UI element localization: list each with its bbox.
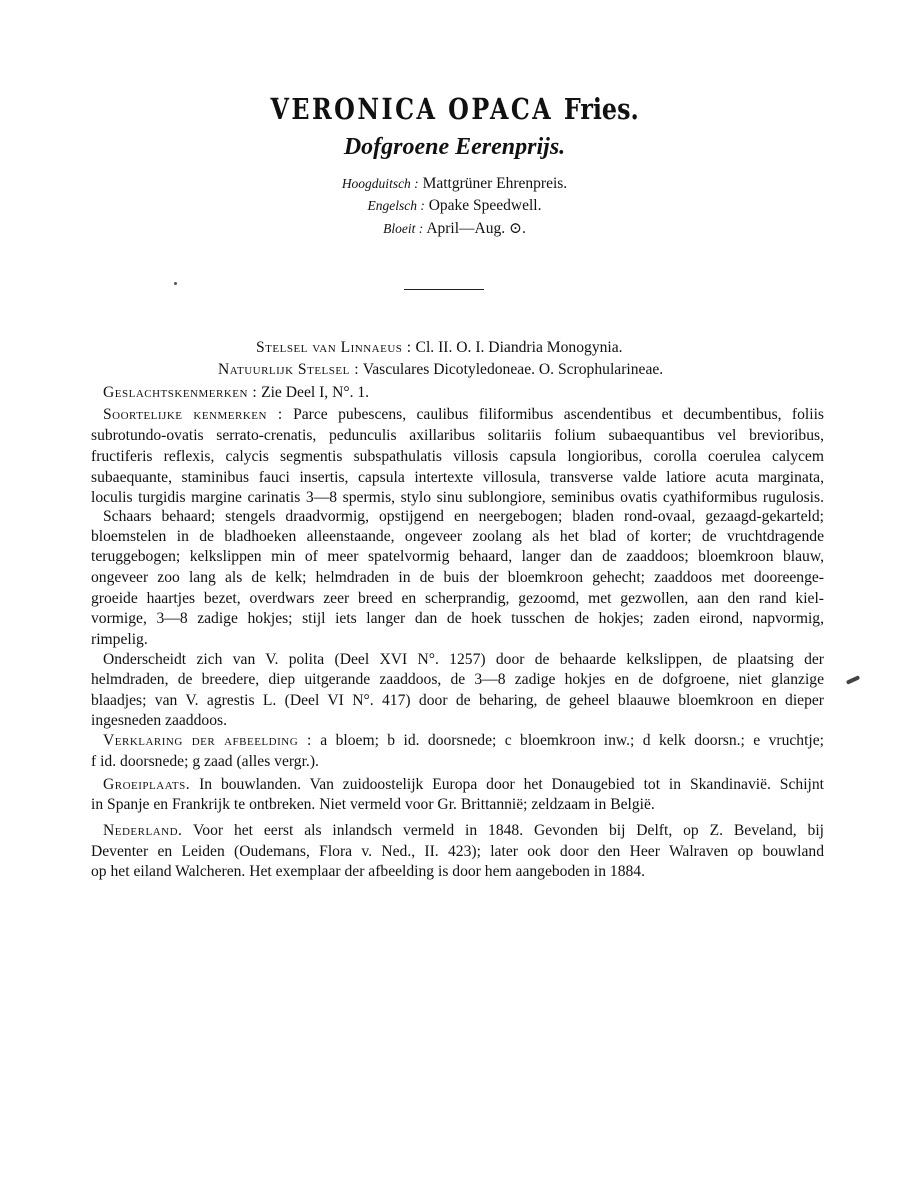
ink-mark — [846, 675, 860, 685]
figure-legend — [103, 731, 824, 751]
vernacular-label: Bloeit : — [383, 221, 424, 236]
vernacular-german — [0, 175, 909, 193]
comparison-line: helmdraden, de breedere, diep uitgerande zaaddoos, de 3—8 zadige hokjes en de dofgroene, niet glanzige — [91, 671, 824, 688]
comparison-line: ingesneden zaaddoos. — [91, 712, 227, 729]
comparison-line: Onderscheidt zich van V. polita (Deel XVI N°. 1257) door de behaarde kelkslippen, de plaatsing der — [103, 651, 824, 668]
habitat-line: in Spanje en Frankrijk te ontbreken. Niet vermeld voor Gr. Brittannië; zeldzaam in België. — [91, 796, 655, 813]
vernacular-label: Engelsch : — [367, 198, 425, 213]
species-characters — [103, 405, 824, 425]
description-line: rimpelig. — [91, 631, 148, 648]
linnaeus-system — [256, 338, 623, 358]
section-value: a bloem; b id. doorsnede; c bloemkroon inw.; d kelk doorsn.; e vruchtje; — [320, 732, 825, 749]
description-line: groeide haartjes bezet, overdwars zeer breed en scherprandig, gezoomd, met gezwollen, aan den rand kiel- — [91, 590, 824, 607]
section-label: Geslachtskenmerken : — [103, 384, 258, 401]
comparison-line: blaadjes; van V. agrestis L. (Deel VI N°. 417) door de beharing, de geheel blaauwe bloemkroon en dieper — [91, 692, 824, 709]
description-line: bloemstelen in de bladhoeken alleenstaande, ongeveer zoolang als het blad of korter; de vruchtdragende — [91, 528, 824, 545]
section-label: Stelsel van Linnaeus : — [256, 339, 412, 356]
section-label: Soortelijke kenmerken : — [103, 406, 283, 423]
vernacular-english — [0, 197, 909, 215]
section-value: In bouwlanden. Van zuidoostelijk Europa door het Donaugebied tot in Skandinavië. Schijnt — [199, 776, 824, 793]
species-author: Fries. — [563, 92, 639, 126]
section-value: Voor het eerst als inlandsch vermeld in 1848. Gevonden bij Delft, op Z. Beveland, bij — [193, 822, 825, 839]
vernacular-value: Opake Speedwell. — [428, 197, 542, 214]
section-value: Cl. II. O. I. Diandria Monogynia. — [415, 339, 623, 356]
figure-legend-line: f id. doorsnede; g zaad (alles vergr.). — [91, 753, 319, 770]
species-name: VERONICA OPACA — [270, 92, 554, 126]
netherlands-line: op het eiland Walcheren. Het exemplaar der afbeelding is door hem aangeboden in 1884. — [91, 863, 645, 880]
vernacular-value: Mattgrüner Ehrenpreis. — [422, 175, 568, 192]
section-value: Vasculares Dicotyledoneae. O. Scrophularineae. — [362, 361, 664, 378]
text-line: subrotundo-ovatis serrato-crenatis, pedunculis axillaribus solitariis folium subaequantibus vel brevioribus, — [91, 427, 824, 444]
vernacular-label: Hoogduitsch : — [341, 176, 419, 191]
section-value: Zie Deel I, N°. 1. — [261, 384, 370, 401]
natural-system — [218, 360, 663, 380]
netherlands-line: Deventer en Leiden (Oudemans, Flora v. Ned., II. 423); later ook door den Heer Walraven op bouwland — [91, 843, 824, 860]
section-label: Groeiplaats. — [103, 776, 191, 793]
divider — [404, 289, 484, 290]
vernacular-value: April—Aug. ⊙. — [426, 220, 526, 237]
text-line: Parce pubescens, caulibus filiformibus ascendentibus et decumbentibus, foliis — [293, 406, 824, 423]
description-line: vormige, 3—8 zadige hokjes; stijl iets langer dan de hoek tusschen de hokjes; zaden eirond, napvormig, — [91, 610, 824, 627]
description-line: teruggebogen; kelkslippen min of meer spatelvormig behaard, langer dan de zaaddoos; bloemkroon blauw, — [91, 548, 824, 565]
netherlands — [103, 821, 824, 841]
page-title — [82, 92, 827, 126]
text-line: subaequante, staminibus fauci insertis, capsula intertexte villosula, transverse valde latiore acuta marginata, — [91, 469, 824, 486]
ink-speck — [174, 282, 177, 285]
text-line: fructiferis reflexis, calycis segmentis subspathulatis villosis capsula longioribus, corolla coerulea calycem — [91, 448, 824, 465]
habitat — [103, 775, 824, 795]
dutch-name: Dofgroene Eerenprijs. — [343, 134, 566, 160]
section-label: Verklaring der afbeelding : — [103, 732, 312, 749]
description-line: ongeveer zoo lang als de kelk; helmdraden in de buis der bloemkroon gehecht; zaaddoos met dooreenge- — [91, 569, 824, 586]
flowering-period — [0, 219, 909, 238]
section-label: Nederland. — [103, 822, 183, 839]
section-label: Natuurlijk Stelsel : — [218, 361, 360, 378]
description-line: Schaars behaard; stengels draadvormig, opstijgend en neergebogen; bladen rond-ovaal, gezaagd-gekarteld; — [103, 508, 824, 525]
genus-characters — [103, 383, 369, 403]
text-line: loculis turgidis margine carinatis 3—8 spermis, stylo sinu sublongiore, seminibus ovatis cyathiformibus rugulosis. — [91, 489, 824, 506]
